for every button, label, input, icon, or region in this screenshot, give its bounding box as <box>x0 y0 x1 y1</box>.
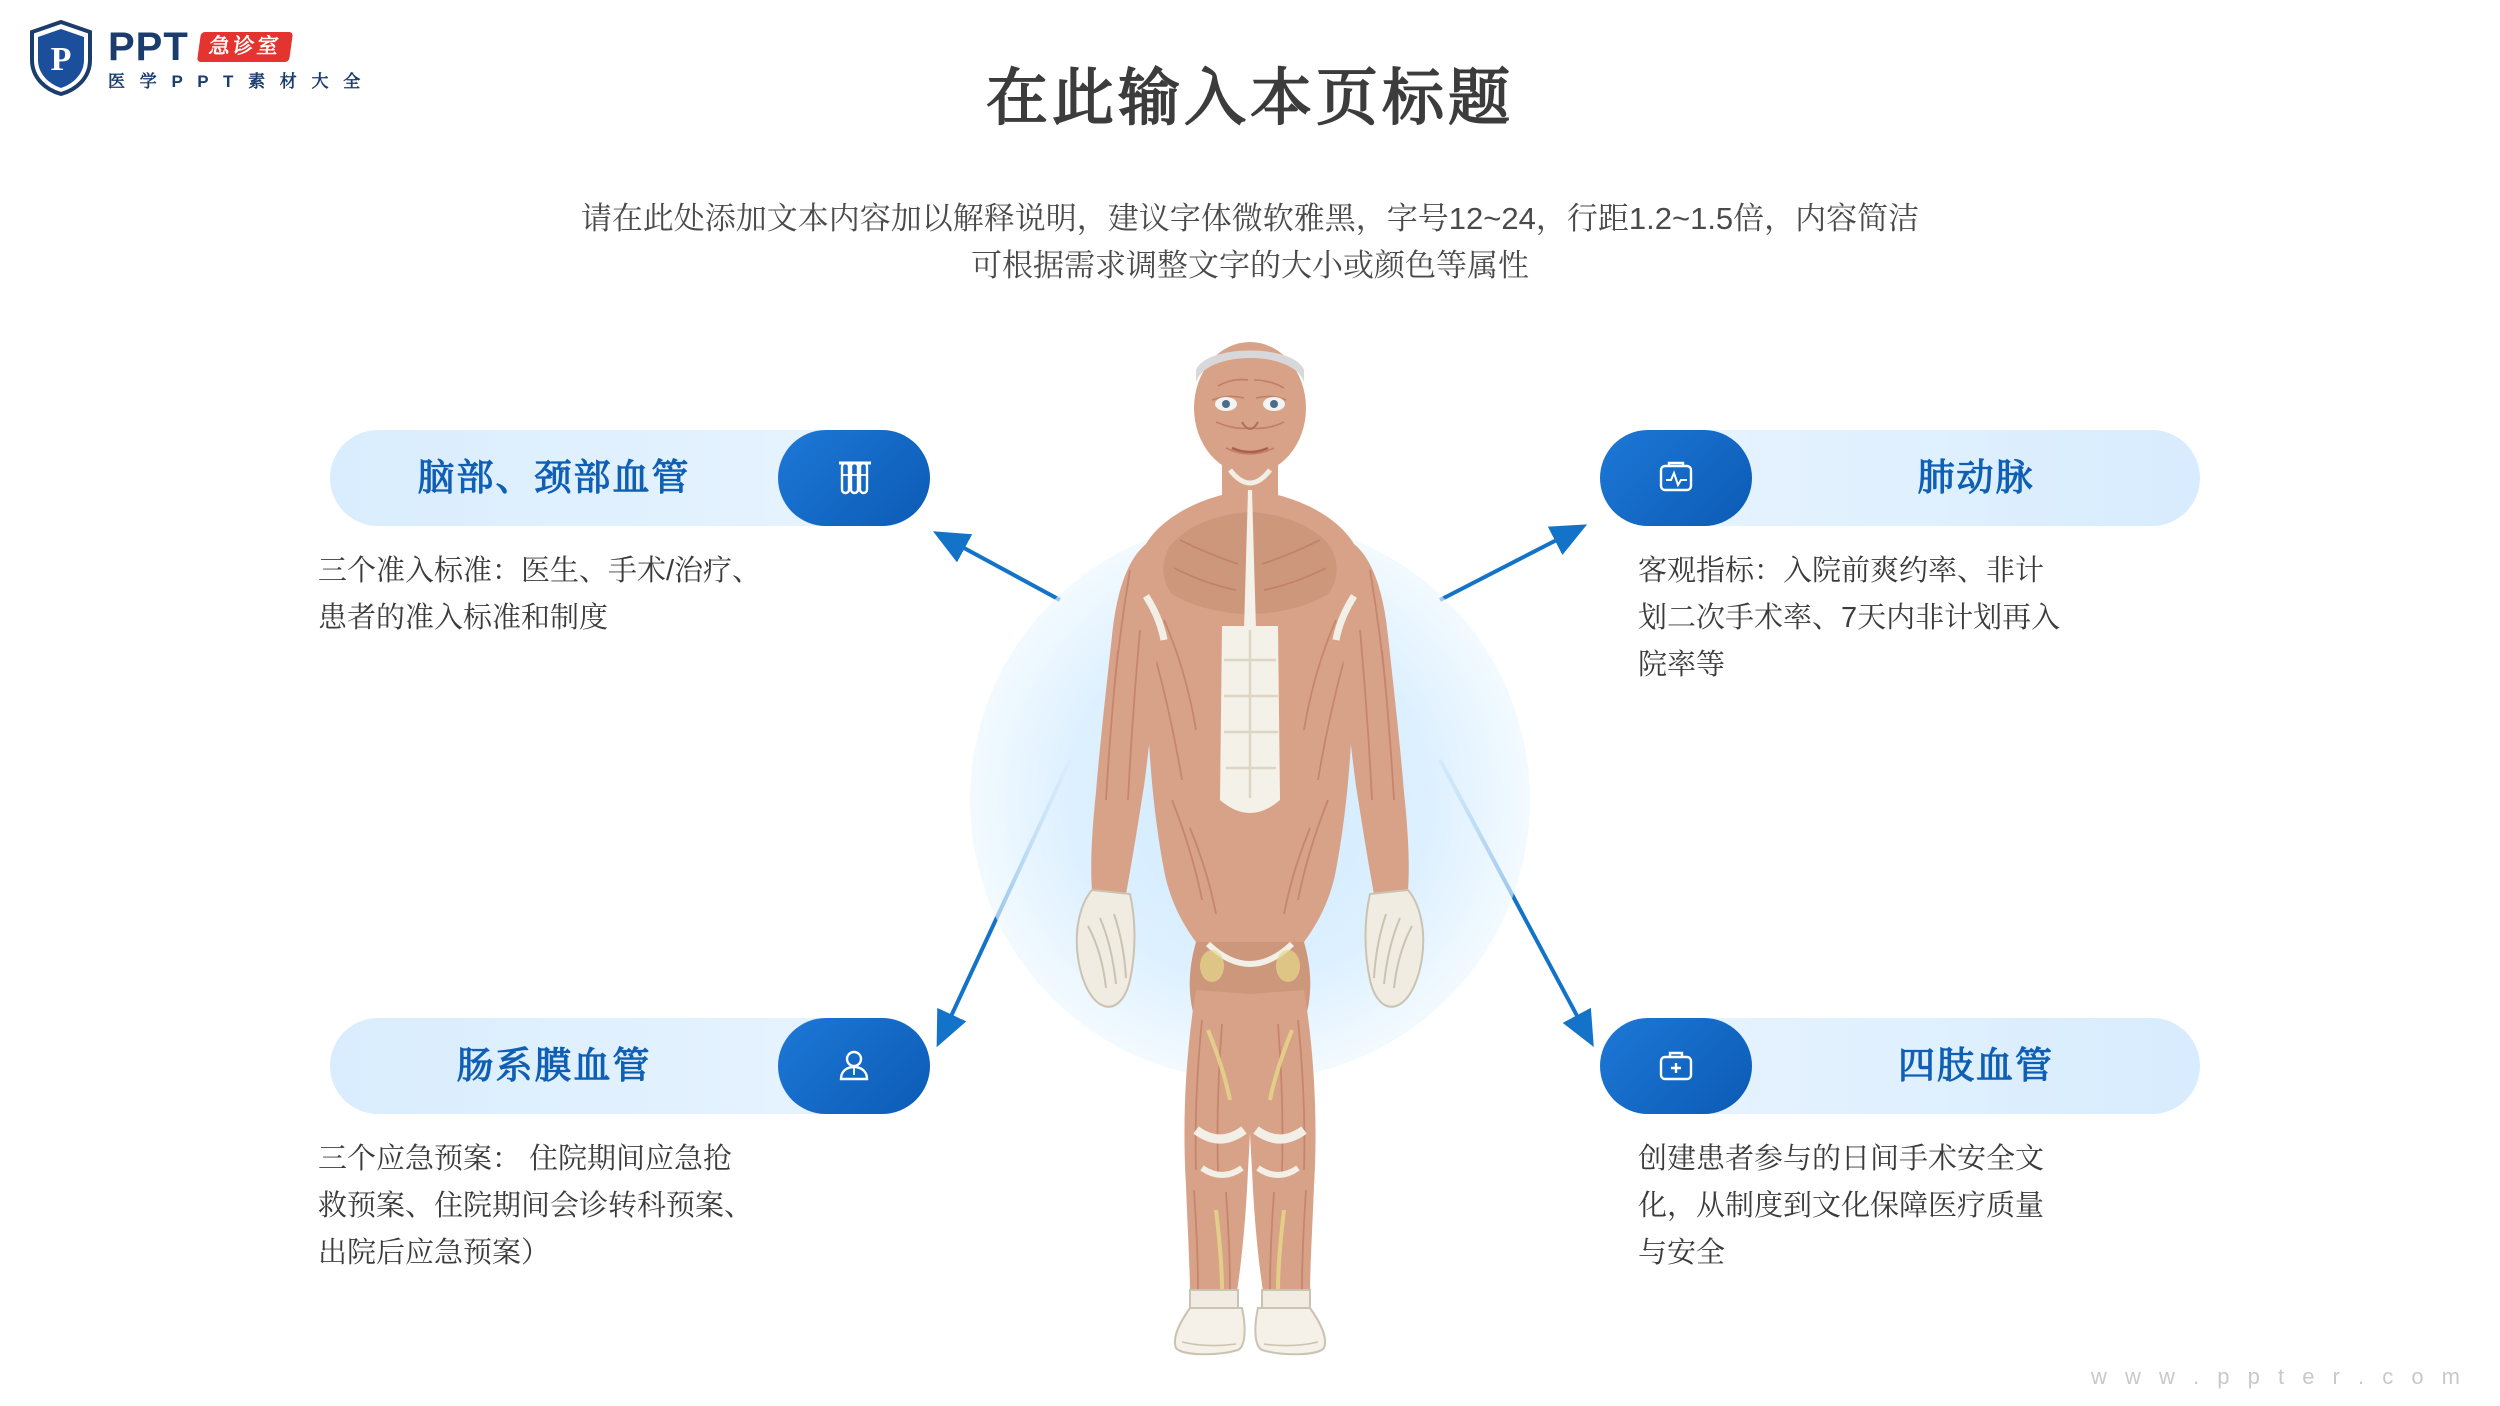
desc-line: 三个准入标准：医生、手术/治疗、 <box>318 555 762 587</box>
logo-badge: 急诊室 <box>197 32 293 62</box>
first-aid-kit-icon <box>1600 1018 1752 1114</box>
card-desc-limb-vessels <box>1638 1136 2218 1277</box>
desc-line: 与安全 <box>1638 1236 1726 1269</box>
svg-text:P: P <box>50 41 72 78</box>
card-pulmonary-artery[interactable] <box>1600 430 2200 526</box>
desc-line: 客观指标：入院前爽约率、非计 <box>1638 555 2045 587</box>
desc-line: 患者的准入标准和制度 <box>318 601 609 634</box>
desc-line: 三个应急预案： 住院期间应急抢 <box>318 1143 733 1175</box>
desc-line: 院率等 <box>1638 648 1726 681</box>
medical-monitor-icon <box>1600 430 1752 526</box>
desc-line: 化，从制度到文化保障医疗质量 <box>1638 1189 2045 1222</box>
card-mesenteric-vessels[interactable] <box>330 1018 930 1114</box>
doctor-icon <box>778 1018 930 1114</box>
card-desc-brain-neck-vessels <box>318 548 898 642</box>
card-label-brain-neck-vessels: 脑部、颈部血管 <box>417 457 691 498</box>
test-tubes-icon <box>778 430 930 526</box>
desc-line: 出院后应急预案） <box>318 1236 551 1269</box>
page-subtitle-line1: 请在此处添加文本内容加以解释说明，建议字体微软雅黑，字号12~24，行距1.2~1.5倍，内容简洁 <box>580 201 1920 236</box>
desc-line: 创建患者参与的日间手术安全文 <box>1638 1143 2045 1175</box>
logo-brand-text: PPT <box>108 24 189 69</box>
card-label-limb-vessels: 四肢血管 <box>1898 1045 2054 1086</box>
desc-line: 救预案、住院期间会诊转科预案、 <box>318 1189 754 1222</box>
page-subtitle <box>0 196 2500 289</box>
anatomy-figure-svg <box>950 330 1550 1360</box>
desc-line: 划二次手术率、7天内非计划再入 <box>1638 601 2061 634</box>
card-label-mesenteric-vessels: 肠系膜血管 <box>456 1045 652 1086</box>
page-title: 在此输入本页标题 <box>985 64 1514 133</box>
site-watermark: w w w . p p t e r . c o m <box>2091 1364 2466 1389</box>
card-label-pulmonary-artery: 肺动脉 <box>1917 457 2035 498</box>
page-subtitle-line2: 可根据需求调整文字的大小或颜色等属性 <box>971 247 1529 283</box>
card-desc-mesenteric-vessels <box>318 1136 898 1277</box>
human-anatomy-illustration <box>950 330 1550 1360</box>
card-limb-vessels[interactable] <box>1600 1018 2200 1114</box>
logo-tagline: 医 学 P P T 素 材 大 全 <box>108 71 366 91</box>
card-desc-pulmonary-artery <box>1638 548 2218 689</box>
card-brain-neck-vessels[interactable] <box>330 430 930 526</box>
